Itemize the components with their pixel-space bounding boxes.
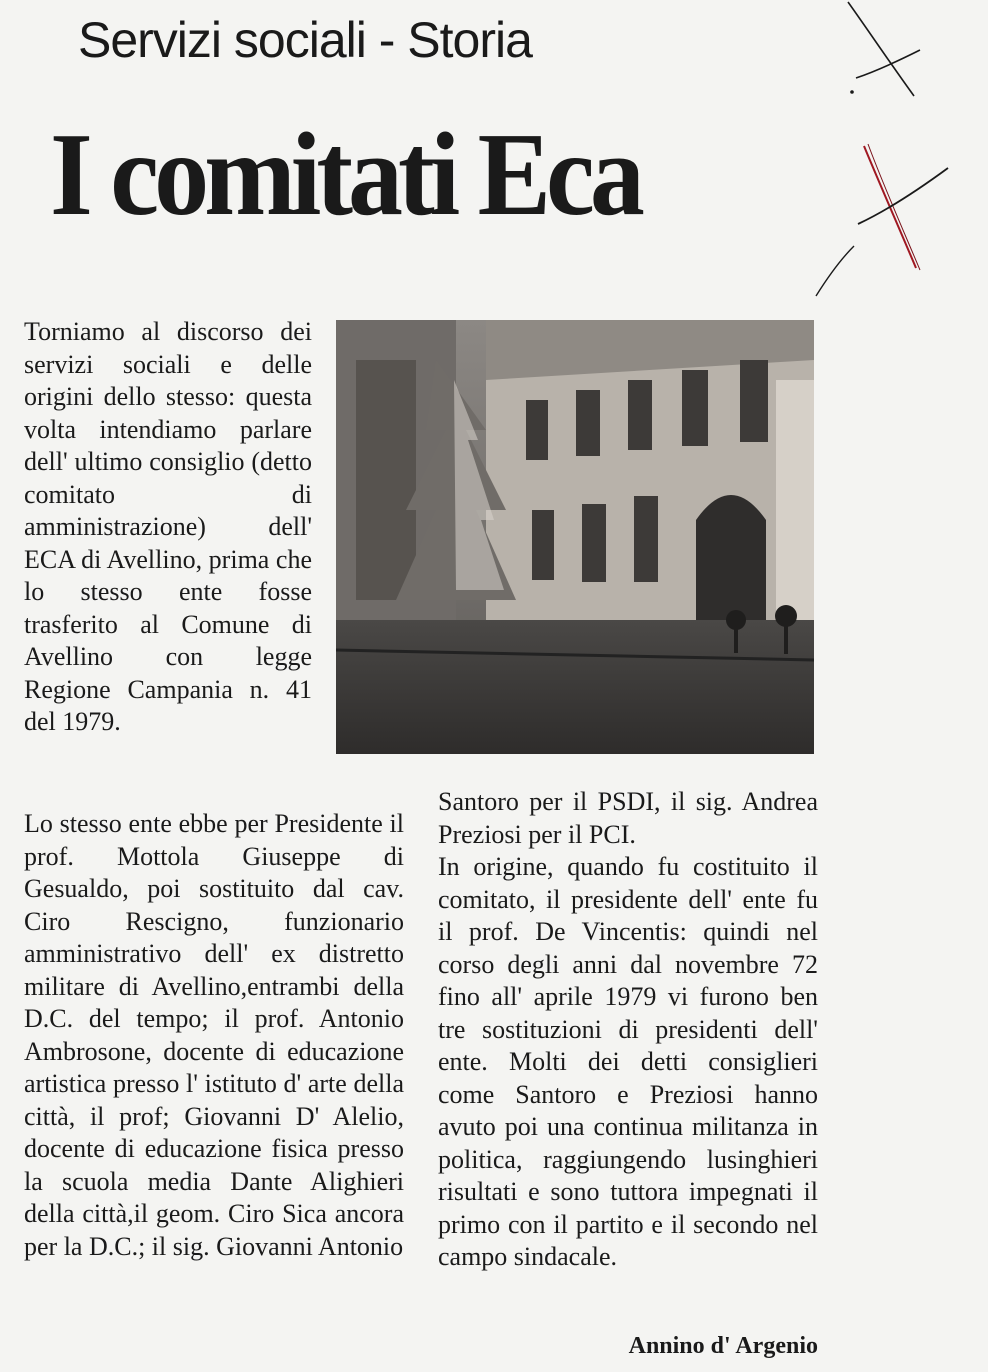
article-paragraph-3: In origine, quando fu costituito il comitato, il presidente dell' ente fu il prof. De Vincentis: quindi nel corso degli anni dal novembre 72 fino all' aprile 1979 vi furono ben tre sostituzioni di presidenti dell' ente. Molti dei detti consiglieri come Santoro e Preziosi hanno avuto poi una continua militanza in politica, raggiungendo lusinghieri risultati e sono tuttora impegnati il primo con il partito e il secondo nel campo sindacale.	[438, 852, 818, 1271]
article-headline: I comitati Eca	[50, 108, 640, 240]
article-column-1-bottom	[24, 808, 404, 1263]
author-byline: Annino d' Argenio	[628, 1333, 818, 1359]
article-column-1-top	[24, 316, 312, 739]
building-photo	[336, 320, 814, 754]
handwritten-x-marks	[808, 0, 988, 300]
article-paragraph-2: Lo stesso ente ebbe per Presidente il prof. Mottola Giuseppe di Gesualdo, poi sostituito dal cav. Ciro Rescigno, funzionario amministrativo dell' ex distretto militare di Avellino,entrambi della D.C. del tempo; il prof. Antonio Ambrosone, docente di educazione artistica presso l' istituto d' arte della città, il prof; Giovanni D' Alelio, docente di educazione fisica presso la scuola media Dante Alighieri della città,il geom. Ciro Sica ancora per la D.C.; il sig. Giovanni Antonio	[24, 809, 404, 1261]
article-column-2	[438, 786, 818, 1274]
article-paragraph-1: Torniamo al discorso dei servizi sociali e delle origini dello stesso: questa volta intendiamo parlare dell' ultimo consiglio (detto comitato di amministrazione) dell' ECA di Avellino, prima che lo stesso ente fosse trasferito al Comune di Avellino con legge Regione Campania n. 41 del 1979.	[24, 317, 312, 736]
section-title: Servizi sociali - Storia	[78, 12, 532, 68]
article-paragraph-2-continued: Santoro per il PSDI, il sig. Andrea Preziosi per il PCI.	[438, 787, 818, 849]
